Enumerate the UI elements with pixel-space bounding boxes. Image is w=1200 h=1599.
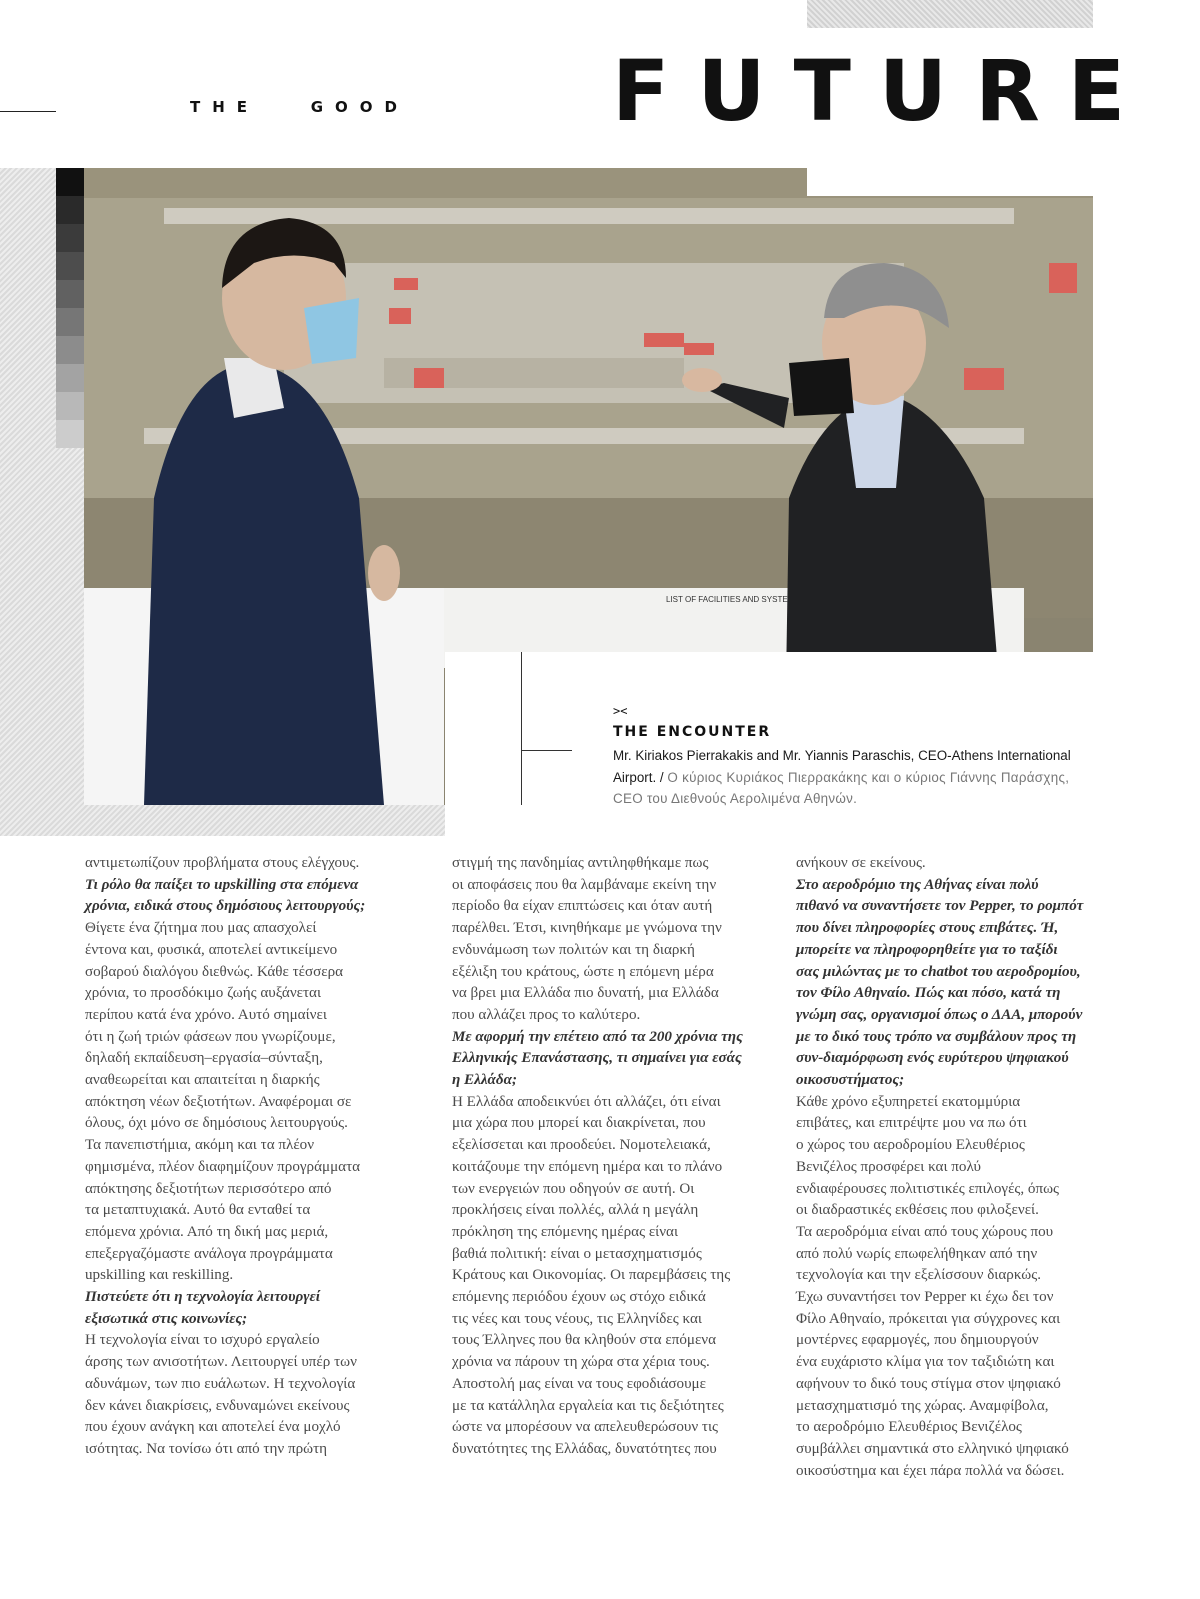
text-line: ανήκουν σε εκείνους. (796, 855, 926, 871)
text-line: απόκτηση νέων δεξιοτήτων. Αναφέρομαι σε (85, 1093, 352, 1110)
article-column-3 (796, 853, 1126, 1482)
text-line: εξέλιξη του κράτους, ώστε η επόμενη μέρα (452, 963, 714, 980)
text-line: προκλήσεις είναι πολλές, αλλά η μεγάλη (452, 1202, 699, 1219)
text-line: συμβάλλει σημαντικά στο ελληνικό ψηφιακό (796, 1440, 1069, 1457)
text-line: Η τεχνολογία είναι το ισχυρό εργαλείο (85, 1332, 320, 1349)
text-line: εξελίσσεται και προοδεύει. Νομοτελειακά, (452, 1137, 711, 1154)
text-line: σοβαρού διαλόγου διεθνώς. Κάθε τέσσερα (85, 963, 344, 980)
text-line: ο χώρος του αεροδρομίου Ελευθέριος (796, 1137, 1025, 1154)
text-line: Αποστολή μας είναι να τους εφοδιάσουμε (452, 1375, 706, 1392)
text-line: ενδυνάμωση των πολιτών και τη διαρκή (452, 941, 695, 958)
text-line: δεν κάνει διακρίσεις, ενδυναμώνει εκείνους (85, 1397, 350, 1414)
question-line: μπορείτε να πληροφορηθείτε για το ταξίδι (796, 941, 1058, 958)
question-line: πιθανό να συναντήσετε τον Pepper, το ρομπότ (796, 898, 1084, 915)
text-line: επόμενης περιόδου έχουν ως στόχο ειδικά (452, 1289, 706, 1306)
text-line: Τα αεροδρόμια είναι από τους χώρους που (796, 1223, 1054, 1240)
question-line: οικοσυστήματος; (796, 1072, 905, 1089)
text-line: περίπου κατά ένα χρόνο. Αυτό σημαίνει (85, 1006, 327, 1023)
text-line: κοιτάζουμε την επόμενη ημέρα και το πλάνο (452, 1158, 723, 1175)
caption-marker: >< (613, 704, 628, 718)
text-line: ισότητας. Να τονίσω ότι από την πρώτη (85, 1440, 328, 1457)
legend-heading: LIST OF FACILITIES AND SYSTE (666, 595, 788, 604)
text-line: αντιμετωπίζουν προβλήματα στους ελέγχους. (85, 855, 360, 871)
text-line: ότι η ζωή τριών φάσεων που γνωρίζουμε, (85, 1028, 336, 1045)
text-line: δυνατότητες της Ελλάδας, δυνατότητες που (452, 1440, 717, 1457)
text-line: περίοδο θα είχαν επιπτώσεις και όταν αυτή (452, 898, 713, 915)
question-line: σας μιλώντας με το chatbot του αεροδρομίου, (796, 963, 1081, 980)
text-line: Κάθε χρόνο εξυπηρετεί εκατομμύρια (796, 1093, 1021, 1110)
question-line: Στο αεροδρόμιο της Αθήνας είναι πολύ (796, 876, 1039, 893)
text-line: αναθεωρείται και απαιτείται η διαρκής (85, 1072, 320, 1089)
question-line: εξισωτικά στις κοινωνίες; (85, 1310, 248, 1327)
text-line: οι διαδραστικές εκθέσεις που φιλοξενεί. (796, 1202, 1039, 1219)
text-line: τα μεταπτυχιακά. Αυτό θα ενταθεί τα (85, 1202, 311, 1219)
text-line: πρόκληση της επόμενης ημέρας είναι (452, 1223, 679, 1240)
text-line: ενδιαφέρουσες πολιτιστικές επιλογές, όπως (796, 1180, 1060, 1197)
text-line: τους Έλληνες που θα κληθούν στα επόμενα (452, 1332, 717, 1349)
text-line: με τα κατάλληλα εργαλεία και τις δεξιότητες (452, 1397, 724, 1414)
caption-horizontal-rule (522, 750, 572, 751)
text-line: Η Ελλάδα αποδεικνύει ότι αλλάζει, ότι είναι (452, 1093, 721, 1110)
text-line: ώστε να μπορέσουν να απελευθερώσουν τις (452, 1419, 719, 1436)
text-line: upskilling και reskilling. (85, 1267, 234, 1284)
text-line: έντονα και, φυσικά, αποτελεί αντικείμενο (85, 941, 338, 958)
text-line: το αεροδρόμιο Ελευθέριος Βενιζέλος (796, 1419, 1022, 1436)
texture-strip-top (807, 0, 1093, 28)
text-line: τεχνολογία και την εξελίσσουν διαρκώς. (796, 1267, 1041, 1284)
question-line: Πιστεύετε ότι η τεχνολογία λειτουργεί (85, 1289, 320, 1306)
text-line: μοντέρνες εφαρμογές, που δημιουργούν (796, 1332, 1039, 1349)
question-line: χρόνια, ειδικά στους δημόσιους λειτουργούς; (85, 898, 366, 915)
text-line: αδυνάμων, των πιο ευάλωτων. Η τεχνολογία (85, 1375, 356, 1392)
question-line: Τι ρόλο θα παίξει το upskilling στα επόμενα (85, 876, 359, 893)
text-line: στιγμή της πανδημίας αντιληφθήκαμε πως (452, 855, 709, 871)
magazine-title: FUTURE (612, 42, 1154, 140)
question-line: τον Φίλο Αθηναίο. Πώς και πόσο, κατά τη (796, 985, 1061, 1002)
text-line: Φίλο Αθηναίο, πρόκειται για σύγχρονες και (796, 1310, 1061, 1327)
text-line: δηλαδή εκπαίδευση–εργασία–σύνταξη, (85, 1050, 323, 1067)
text-line: να βρει μια Ελλάδα πιο δυνατή, μια Ελλάδα (452, 985, 719, 1002)
text-line: οι αποφάσεις που θα λαμβάναμε εκείνη την (452, 876, 717, 893)
text-line: άρσης των ανισοτήτων. Λειτουργεί υπέρ των (85, 1354, 357, 1371)
text-line: Θίγετε ένα ζήτημα που μας απασχολεί (85, 920, 317, 937)
text-line: Έχω συναντήσει τον Pepper κι έχω δει τον (796, 1289, 1054, 1306)
text-line: επιβάτες, και επιτρέψτε μου να πω ότι (796, 1115, 1027, 1132)
caption-separator: / (656, 769, 668, 785)
question-line: Με αφορμή την επέτειο από τα 200 χρόνια της (452, 1028, 743, 1045)
caption-title: THE ENCOUNTER (613, 724, 772, 740)
text-line: Κράτους και Οικονομίας. Οι παρεμβάσεις της (452, 1267, 731, 1284)
text-line: όλους, όχι μόνο σε δημόσιους λειτουργούς. (85, 1115, 348, 1132)
text-line: που αλλάζει προς το καλύτερο. (452, 1006, 641, 1023)
text-line: Τα πανεπιστήμια, ακόμη και τα πλέον (85, 1137, 315, 1154)
text-line: από πολύ νωρίς επωφελήθηκαν από την (796, 1245, 1038, 1262)
question-line: η Ελλάδα; (452, 1072, 517, 1089)
header-rule (0, 111, 56, 112)
text-line: οικοσύστημα και έχει πάρα πολλά να δώσει. (796, 1462, 1065, 1479)
photo-notch-top (807, 168, 1093, 196)
question-line: που δίνει πληροφορίες στους επιβάτες. Ή, (796, 920, 1059, 937)
text-line: παρέλθει. Έτσι, κινηθήκαμε με γνώμονα την (452, 920, 722, 937)
text-line: χρόνια να πάρουν τη χώρα στα χέρια τους. (452, 1354, 710, 1371)
article-column-2 (452, 853, 782, 1461)
caption-greek: Ο κύριος Κυριάκος Πιερρακάκης και ο κύριος Γιάννης Παράσχης, CEO του Διεθνούς Αερολιμένα Αθηνών. (613, 769, 1070, 806)
question-line: συν-διαμόρφωση ενός ευρύτερου ψηφιακού (796, 1050, 1069, 1067)
grayscale-swatches (56, 168, 84, 448)
question-line: με το δικό τους τρόπο να συμβάλουν προς τη (796, 1028, 1077, 1045)
question-line: γνώμη σας, οργανισμοί όπως ο ΔΑΑ, μπορούν (796, 1006, 1083, 1023)
caption-vertical-rule (521, 652, 522, 805)
text-line: που έχουν ανάγκη και αποτελεί ένα μοχλό (85, 1419, 341, 1436)
text-line: απόκτησης δεξιοτήτων περισσότερο από (85, 1180, 332, 1197)
question-line: Ελληνικής Επανάστασης, τι σημαίνει για εσάς (452, 1050, 742, 1067)
text-line: ένα ευχάριστο κλίμα για τον ταξιδιώτη και (796, 1354, 1055, 1371)
text-line: επόμενα χρόνια. Από τη δική μας μεριά, (85, 1223, 329, 1240)
text-line: φημισμένα, πλέον διαφημίζουν προγράμματα (85, 1158, 361, 1175)
text-line: χρόνια, το προσδόκιμο ζωής αυξάνεται (85, 985, 322, 1002)
text-line: μια χώρα που μπορεί και διακρίνεται, που (452, 1115, 706, 1132)
text-line: μετασχηματισμό της χώρας. Αναμφίβολα, (796, 1397, 1049, 1414)
text-line: τις νέες και τους νέους, τις Ελληνίδες και (452, 1310, 702, 1327)
text-line: βαθιά πολιτική: είναι ο μετασχηματισμός (452, 1245, 702, 1262)
caption-text (613, 745, 1098, 810)
text-line: των ενεργειών που οδηγούν σε αυτή. Οι (452, 1180, 695, 1197)
article-column-1 (85, 853, 415, 1461)
text-line: Βενιζέλος προσφέρει και πολύ (796, 1158, 981, 1175)
caption-english: Mr. Kiriakos Pierrakakis and Mr. Yiannis Paraschis, CEO-Athens International Airport. (613, 748, 1071, 785)
text-line: επεξεργαζόμαστε ανάλογα προγράμματα (85, 1245, 333, 1262)
text-line: αφήνουν το δικό τους στίγμα στον ψηφιακό (796, 1375, 1061, 1392)
section-label: THE GOOD (190, 98, 409, 116)
